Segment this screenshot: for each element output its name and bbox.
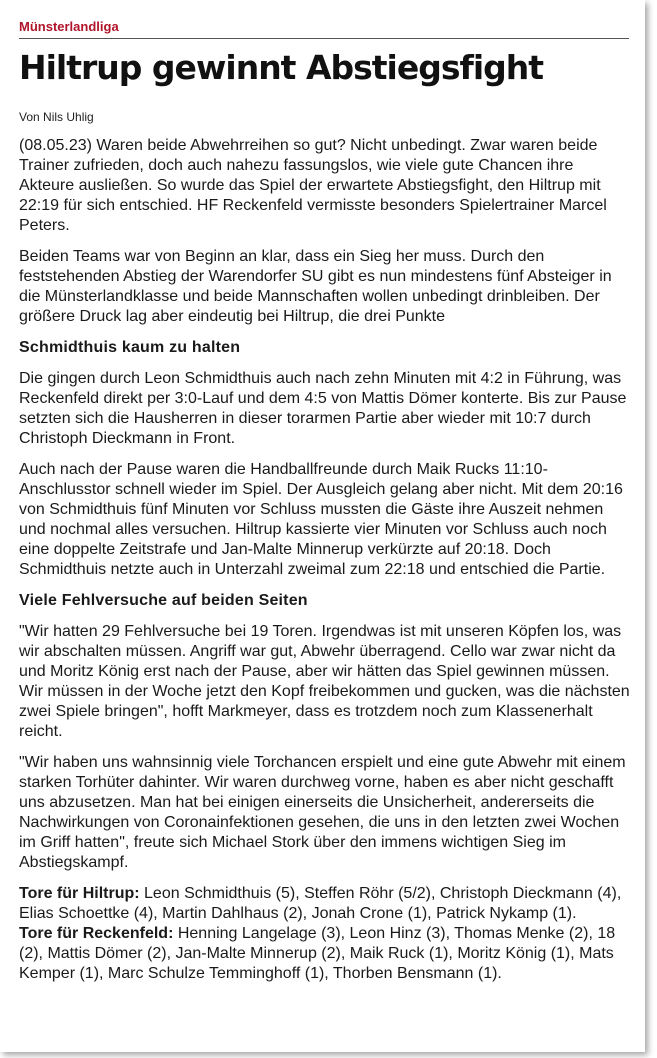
paragraph: (08.05.23) Waren beide Abwehrreihen so gut? Nicht unbedingt. Zwar waren beide Trainer zufrieden, doch auch nahezu fassungslos, wie viele gute Chancen ihre Akteure ausließen. So wurde das Spiel der erwartete Abstiegsfight, den Hiltrup mit 22:19 für sich entschied. HF Reckenfeld vermisste besonders Spielertrainer Marcel Peters. — [19, 137, 607, 234]
scorers-hiltrup — [19, 884, 631, 924]
category-kicker[interactable]: Münsterlandliga — [19, 19, 119, 34]
quote-paragraph: "Wir hatten 29 Fehlversuche bei 19 Toren. Irgendwas ist mit unseren Köpfen los, was wir abschalten müssen. Angriff war gut, Abwehr überragend. Cello war zwar nicht da und Moritz König erst nach der Pause, aber wir hätten das Spiel gewinnen müssen. Wir müssen in der Woche jetzt den Kopf freibekommen und gucken, was die nächsten zwei Spiele bringen", hofft Markmeyer, dass es trotzdem noch zum Klassenerhalt reicht. — [19, 623, 630, 740]
author-byline: Von Nils Uhlig — [19, 110, 94, 124]
scorers-hiltrup-label: Tore für Hiltrup: — [19, 885, 140, 902]
scorers-reckenfeld-label: Tore für Reckenfeld: — [19, 925, 174, 942]
article-headline: Hiltrup gewinnt Abstiegsfight — [19, 48, 544, 87]
paragraph: Die gingen durch Leon Schmidthuis auch nach zehn Minuten mit 4:2 in Führung, was Reckenfeld direkt per 3:0-Lauf und dem 4:5 von Mattis Dömer konterte. Bis zur Pause setzten sich die Hausherren in dieser torarmen Partie aber wieder mit 10:7 durch Christoph Dieckmann in Front. — [19, 370, 627, 447]
scorers-hiltrup-list: Leon Schmidthuis (5), Steffen Röhr (5/2), Christoph Dieckmann (4), Elias Schoettke (4), Martin Dahlhaus (2), Jonah Crone (1), Patrick Nykamp (1). — [19, 885, 622, 922]
article-body — [19, 136, 631, 984]
scorers-reckenfeld-list: Henning Langelage (3), Leon Hinz (3), Thomas Menke (2), 18 (2), Mattis Dömer (2), Jan-Malte Minnerup (2), Maik Ruck (1), Moritz König (1), Mats Kemper (1), Marc Schulze Temminghoff (1), Thorben Bensmann (1). — [19, 925, 616, 982]
scorers-reckenfeld — [19, 924, 631, 984]
subheading: Schmidthuis kaum zu halten — [19, 339, 241, 356]
paragraph: Auch nach der Pause waren die Handballfreunde durch Maik Rucks 11:10-Anschlusstor schnell wieder im Spiel. Der Ausgleich gelang aber nicht. Mit dem 20:16 von Schmidthuis fünf Minuten vor Schluss mussten die Gäste ihre Auszeit nehmen und nochmal alles versuchen. Hiltrup kassierte vier Minuten vor Schluss auch noch eine doppelte Zeitstrafe und Jan-Malte Minnerup verkürzte auf 20:18. Doch Schmidthuis netzte auch in Unterzahl zweimal zum 22:18 und entschied die Partie. — [19, 461, 623, 578]
header-divider — [19, 38, 629, 39]
subheading: Viele Fehlversuche auf beiden Seiten — [19, 592, 308, 609]
quote-paragraph: "Wir haben uns wahnsinnig viele Torchancen erspielt und eine gute Abwehr mit einem starken Torhüter dahinter. Wir waren durchweg vorne, haben es aber nicht geschafft uns abzusetzen. Man hat bei einigen einerseits die Unsicherheit, andererseits die Nachwirkungen von Coronainfektionen gesehen, die uns in den letzten zwei Wochen im Griff hatten", freute sich Michael Stork über den immens wichtigen Sieg im Abstiegskampf. — [19, 754, 626, 871]
paragraph: Beiden Teams war von Beginn an klar, dass ein Sieg her muss. Durch den feststehenden Abstieg der Warendorfer SU gibt es nun mindestens fünf Absteiger in die Münsterlandklasse und beide Mannschaften wollen unbedingt drinbleiben. Der größere Druck lag aber eindeutig bei Hiltrup, die drei Punkte — [19, 248, 612, 325]
